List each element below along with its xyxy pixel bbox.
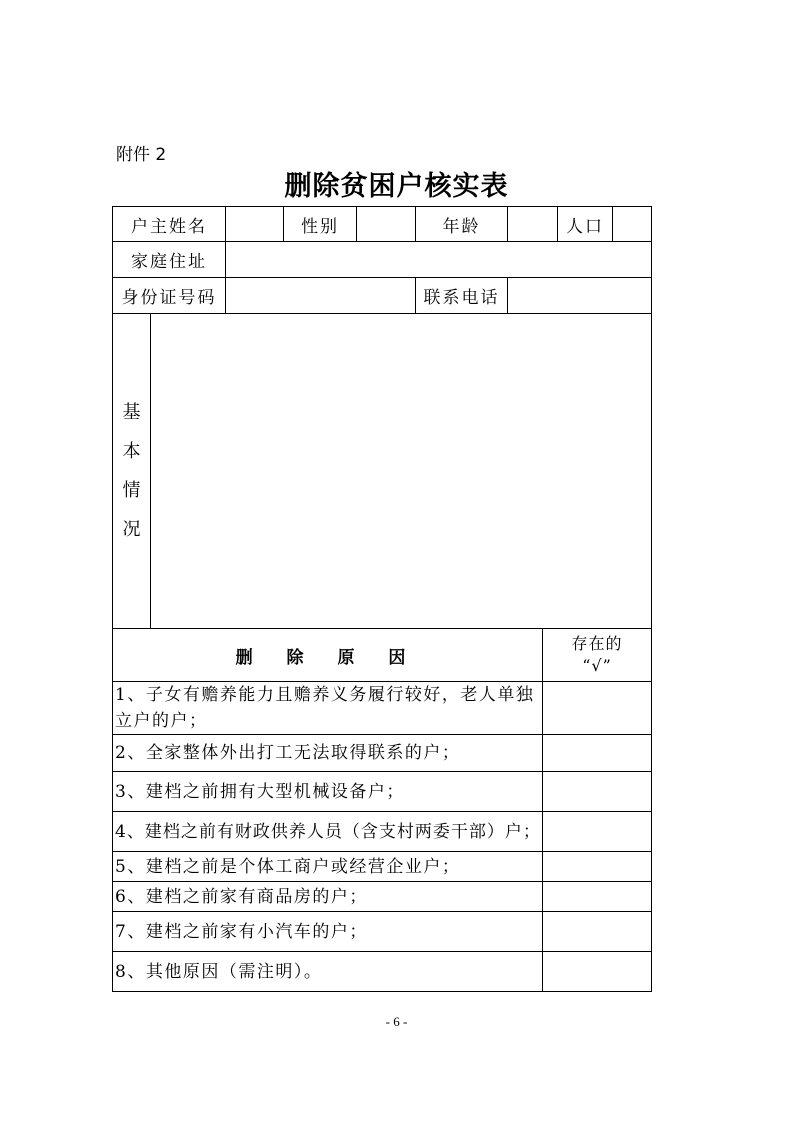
head-name-value[interactable] [226,207,284,242]
reasons-header: 删 除 原 因 [113,629,543,682]
gender-label: 性别 [284,207,357,242]
reason-check[interactable] [543,912,652,952]
basic-info-value[interactable] [151,314,652,629]
population-label: 人口 [558,207,613,242]
basic-info-label [113,314,151,629]
address-label: 家庭住址 [113,242,226,278]
reason-item: 8、其他原因（需注明）。 [113,952,543,992]
reason-item: 7、建档之前家有小汽车的户； [113,912,543,952]
basic-info-char: 情 [122,480,141,501]
check-header-line2: “√” [582,656,612,675]
check-header [543,629,652,682]
head-name-label: 户主姓名 [113,207,226,242]
reason-check[interactable] [543,852,652,882]
check-header-line1: 存在的 [571,634,623,653]
address-value[interactable] [226,242,652,278]
verification-table [112,206,652,992]
reason-item: 5、建档之前是个体工商户或经营企业户； [113,852,543,882]
age-value[interactable] [508,207,558,242]
page-number: - 6 - [385,1014,408,1029]
reason-item: 6、建档之前家有商品房的户； [113,882,543,912]
id-number-value[interactable] [226,278,416,314]
gender-value[interactable] [357,207,416,242]
reason-check[interactable] [543,952,652,992]
reason-check[interactable] [543,882,652,912]
reason-item: 1、子女有赡养能力且赡养义务履行较好，老人单独立户的户； [113,682,543,735]
reason-item: 2、全家整体外出打工无法取得联系的户； [113,735,543,772]
id-number-label: 身份证号码 [113,278,226,314]
form-title: 删除贫困户核实表 [284,171,509,202]
population-value[interactable] [613,207,652,242]
reason-check[interactable] [543,812,652,852]
reason-check[interactable] [543,772,652,812]
phone-value[interactable] [508,278,652,314]
phone-label: 联系电话 [416,278,508,314]
reason-item: 4、建档之前有财政供养人员（含支村两委干部）户； [113,812,543,852]
basic-info-char: 况 [122,519,141,540]
reason-check[interactable] [543,682,652,735]
basic-info-char: 基 [122,402,141,423]
reason-item: 3、建档之前拥有大型机械设备户； [113,772,543,812]
basic-info-char: 本 [122,441,141,462]
reason-check[interactable] [543,735,652,772]
age-label: 年龄 [416,207,508,242]
attachment-label: 附件 2 [116,145,167,165]
